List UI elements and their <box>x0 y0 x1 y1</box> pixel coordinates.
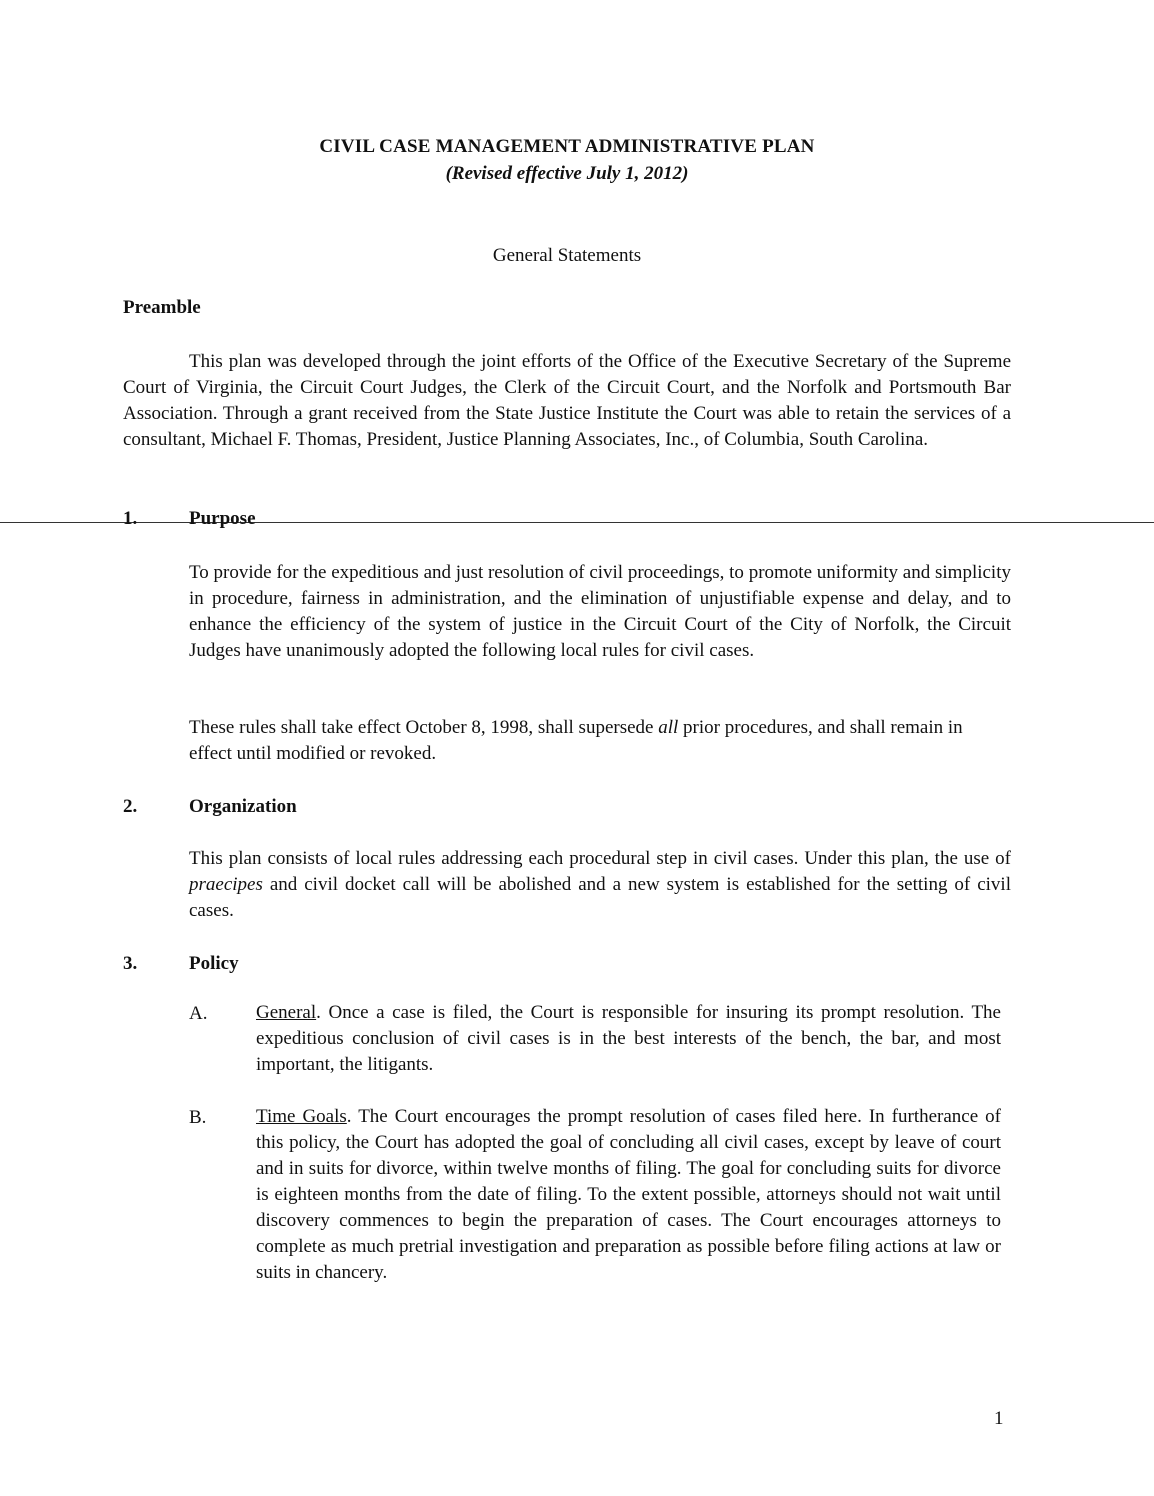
policy-item-b <box>256 1104 1001 1286</box>
policy-item-b-label: Time Goals <box>256 1106 347 1127</box>
section-2-paragraph <box>189 846 1011 924</box>
policy-item-a <box>256 1000 1001 1078</box>
policy-item-a-text: . Once a case is filed, the Court is responsible for insuring its prompt resolution. The expeditious conclusion of civil cases is in the best interests of the bench, the bar, and most important, the litigants. <box>256 1002 1001 1075</box>
section-2-heading: Organization <box>189 796 297 817</box>
policy-item-a-label: General <box>256 1002 317 1023</box>
section-3-heading: Policy <box>189 953 239 974</box>
horizontal-rule <box>0 522 1154 523</box>
document-title: CIVIL CASE MANAGEMENT ADMINISTRATIVE PLAN <box>319 136 815 157</box>
preamble-heading: Preamble <box>123 297 201 318</box>
section-2-paragraph-start: This plan consists of local rules addressing each procedural step in civil cases. Under this plan, the use of <box>189 848 1011 869</box>
section-1-paragraph-2 <box>189 715 989 767</box>
general-statements-heading: General Statements <box>492 245 642 266</box>
policy-item-a-marker: A. <box>189 1003 208 1024</box>
section-2-number: 2. <box>123 796 138 817</box>
section-2-emphasis: praecipes <box>189 874 263 895</box>
section-1-paragraph-2-start: These rules shall take effect October 8, 1998, shall supersede <box>189 717 659 738</box>
policy-item-b-text: . The Court encourages the prompt resolution of cases filed here. In furtherance of this policy, the Court has adopted the goal of concluding all civil cases, except by leave of court and in suits for divorce, within twelve months of filing. The goal for concluding suits for divorce is eighteen months from the date of filing. To the extent possible, attorneys should not wait until discovery commences to begin the preparation of cases. The Court encourages attorneys to complete as much pretrial investigation and preparation as possible before filing actions at law or suits in chancery. <box>256 1106 1002 1283</box>
section-1-emphasis: all <box>658 717 679 738</box>
section-1-paragraph-1: To provide for the expeditious and just resolution of civil proceedings, to promote uniformity and simplicity in procedure, fairness in administration, and the elimination of unjustifiable expense and delay, and to enhance the efficiency of the system of justice in the Circuit Court of the City of Norfolk, the Circuit Judges have unanimously adopted the following local rules for civil cases. <box>189 562 1011 661</box>
section-1-number: 1. <box>123 508 138 529</box>
section-1-heading: Purpose <box>189 508 256 529</box>
preamble-paragraph: This plan was developed through the joint efforts of the Office of the Executive Secretary of the Supreme Court of Virginia, the Circuit Court Judges, the Clerk of the Circuit Court, and the Norfolk and Portsmouth Bar Association. Through a grant received from the State Justice Institute the Court was able to retain the services of a consultant, Michael F. Thomas, President, Justice Planning Associates, Inc., of Columbia, South Carolina. <box>123 351 1011 450</box>
section-3-number: 3. <box>123 953 138 974</box>
document-subtitle: (Revised effective July 1, 2012) <box>445 163 689 184</box>
section-2-paragraph-end: and civil docket call will be abolished and a new system is established for the setting of civil cases. <box>189 874 1011 921</box>
section-1-paragraph-2-end: prior procedures, and shall remain in effect until modified or revoked. <box>189 717 963 764</box>
page-number: 1 <box>994 1408 1004 1429</box>
policy-item-b-marker: B. <box>189 1107 207 1128</box>
